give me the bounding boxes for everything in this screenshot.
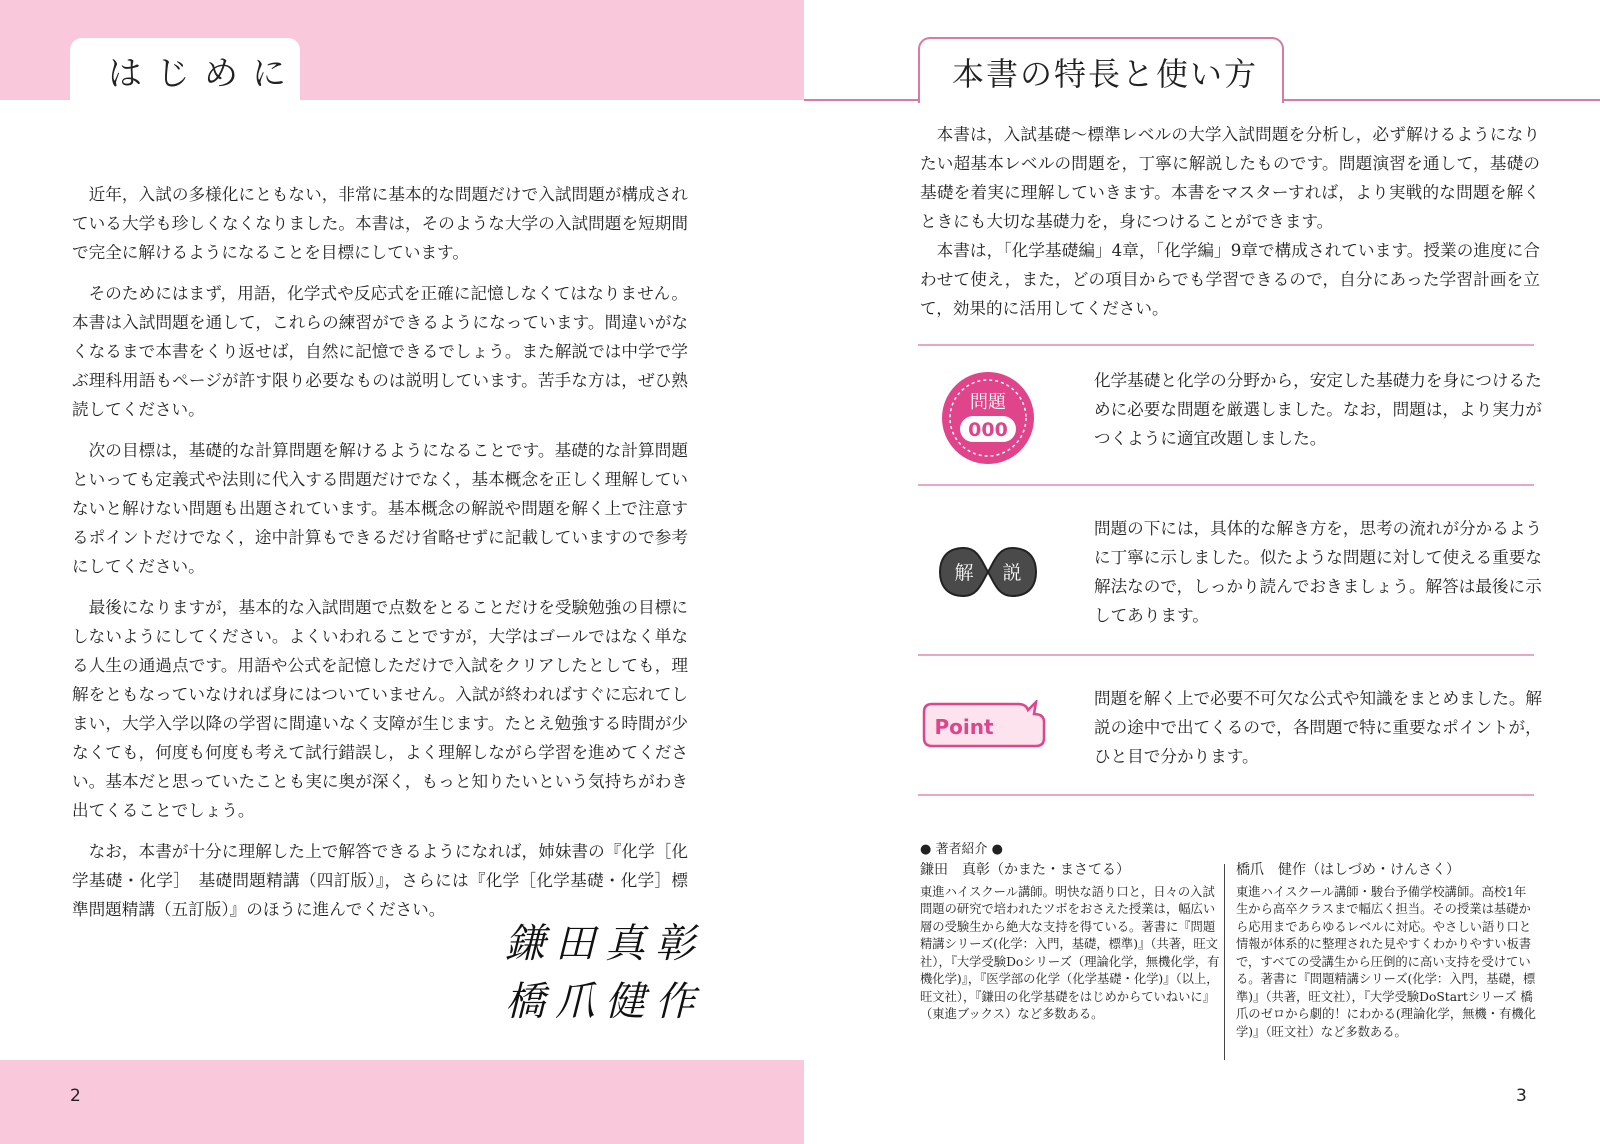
author-name: 鎌田 真彰（かまた・まさてる） (920, 862, 1130, 878)
title-tab (918, 37, 1284, 103)
bottom-pink-band (0, 1060, 804, 1144)
author-name: 橋爪 健作（はしづめ・けんさく） (1236, 862, 1460, 878)
author-block-kamata (920, 862, 1220, 1024)
badge-label-left: 解 (954, 562, 974, 584)
explanation-badge-icon (936, 542, 1040, 606)
preface-paragraph: 最後になりますが，基本的な入試問題で点数をとることだけを受験勉強の目標にしないようにしてください。よくいわれることですが，大学はゴールではなく単なる人生の通過点です。用語や公式を記憶しただけで入試をクリアしたとしても，理解をともなっていなければ身にはついていません。入試が終わればすぐに忘れてしまい，大学入学以降の学習に間違いなく支障が生じます。たとえ勉強する時間が少なくても，何度も何度も考えて試行錯誤し，よく理解しながら学習を進めてください。基本だと思っていたことも実に奥が深く，もっと知りたいという気持ちがわき出てくることでしょう。 (72, 598, 688, 820)
author-separator (1224, 864, 1225, 1060)
badge-label: 問題 (970, 392, 1006, 413)
badge-label: Point (934, 715, 994, 739)
point-badge-icon (922, 700, 1048, 754)
author-bio: 東進ハイスクール講師。明快な語り口と，日々の入試問題の研究で培われたツボをおさえた授業は，幅広い層の受験生から絶大な支持を得ている。著書に『問題精講シリーズ(化学：入門，基礎，標準)』（共著，旺文社），『大学受験Doシリーズ（理論化学，無機化学，有機化学)』，『医学部の化学（化学基礎・化学)』（以上，旺文社），『鎌田の化学基礎をはじめからていねいに』（東進ブックス）など多数ある。 (920, 884, 1220, 1021)
right-page (804, 0, 1600, 1144)
title-tab (70, 38, 300, 100)
feature-text: 問題を解く上で必要不可欠な公式や知識をまとめました。解説の途中で出てくるので，各問題で特に重要なポイントが，ひと目で分かります。 (1094, 689, 1543, 766)
signature-hashizume: 橋爪健作 (505, 979, 705, 1025)
feature-text: 化学基礎と化学の分野から，安定した基礎力を身につけるために必要な問題を厳選しました。なお，問題は，より実力がつくように適宜改題しました。 (1094, 371, 1543, 448)
preface-paragraph: 次の目標は，基礎的な計算問題を解けるようになることです。基礎的な計算問題といっても定義式や法則に代入する問題だけでなく，基本概念を正しく理解していないと解けない問題も出題されています。基本概念の解説や問題を解く上で注意するポイントだけでなく，途中計算もできるだけ省略せずに記載していますので参考にしてください。 (72, 441, 688, 576)
preface-body (72, 180, 688, 936)
page-number: 2 (70, 1086, 81, 1106)
divider (918, 484, 1534, 486)
preface-paragraph: なお，本書が十分に理解した上で解答できるようになれば，姉妹書の『化学［化学基礎・化学］ 基礎問題精講（四訂版）』，さらには『化学［化学基礎・化学］標準問題精講（五訂版）』のほうに進んでください。 (72, 842, 688, 919)
page-number: 3 (1516, 1086, 1527, 1106)
page-title: はじめに (108, 54, 300, 94)
preface-paragraph: そのためにはまず，用語，化学式や反応式を正確に記憶しなくてはなりません。本書は入試問題を通して，これらの練習ができるようになっています。間違いがなくなるまで本書をくり返せば，自然に記憶できるでしょう。また解説では中学で学ぶ理科用語もページが許す限り必要なものは説明しています。苦手な方は，ぜひ熟読してください。 (72, 284, 688, 419)
signature-kamata: 鎌田真彰 (505, 921, 705, 967)
badge-number: 000 (968, 419, 1008, 441)
badge-label-right: 説 (1002, 562, 1022, 584)
divider (918, 794, 1534, 796)
preface-paragraph: 近年，入試の多様化にともない，非常に基本的な問題だけで入試問題が構成されている大学も珍しくなくなりました。本書は，そのような大学の入試問題を短期間で完全に解けるようになることを目標にしています。 (72, 185, 688, 262)
author-block-hashizume (1236, 862, 1536, 1041)
feature-text: 問題の下には，具体的な解き方を，思考の流れが分かるように丁寧に示しました。似たような問題に対して使える重要な解法なので，しっかり読んでおきましょう。解答は最後に示してあります。 (1094, 519, 1543, 625)
divider (918, 344, 1534, 346)
page-title: 本書の特長と使い方 (952, 55, 1259, 93)
divider (918, 654, 1534, 656)
authors-heading: ● 著者紹介 ● (920, 842, 1003, 857)
intro-paragraph: 本書は，入試基礎～標準レベルの大学入試問題を分析し，必ず解けるようになりたい超基本レベルの問題を，丁寧に解説したものです。問題演習を通して，基礎の基礎を着実に理解していきます。本書をマスターすれば，より実戦的な問題を解くときにも大切な基礎力を，身につけることができます。 (920, 125, 1540, 231)
problem-badge-icon (940, 370, 1036, 470)
author-bio: 東進ハイスクール講師・駿台予備学校講師。高校1年生から高卒クラスまで幅広く担当。その授業は基礎から応用まであらゆるレベルに対応。やさしい語り口と情報が体系的に整理された見やすくわかりやすい板書で，すべての受講生から圧倒的に高い支持を受けている。著書に『問題精講シリーズ(化学：入門，基礎，標準)』（共著，旺文社），『大学受験DoStartシリーズ 橋爪のゼロから劇的！にわかる(理論化学，無機・有機化学)』（旺文社）など多数ある。 (1236, 884, 1536, 1039)
intro-text (920, 120, 1540, 323)
intro-paragraph: 本書は，「化学基礎編」4章，「化学編」9章で構成されています。授業の進度に合わせて使え，また，どの項目からでも学習できるので，自分にあった学習計画を立て，効果的に活用してください。 (920, 241, 1540, 318)
